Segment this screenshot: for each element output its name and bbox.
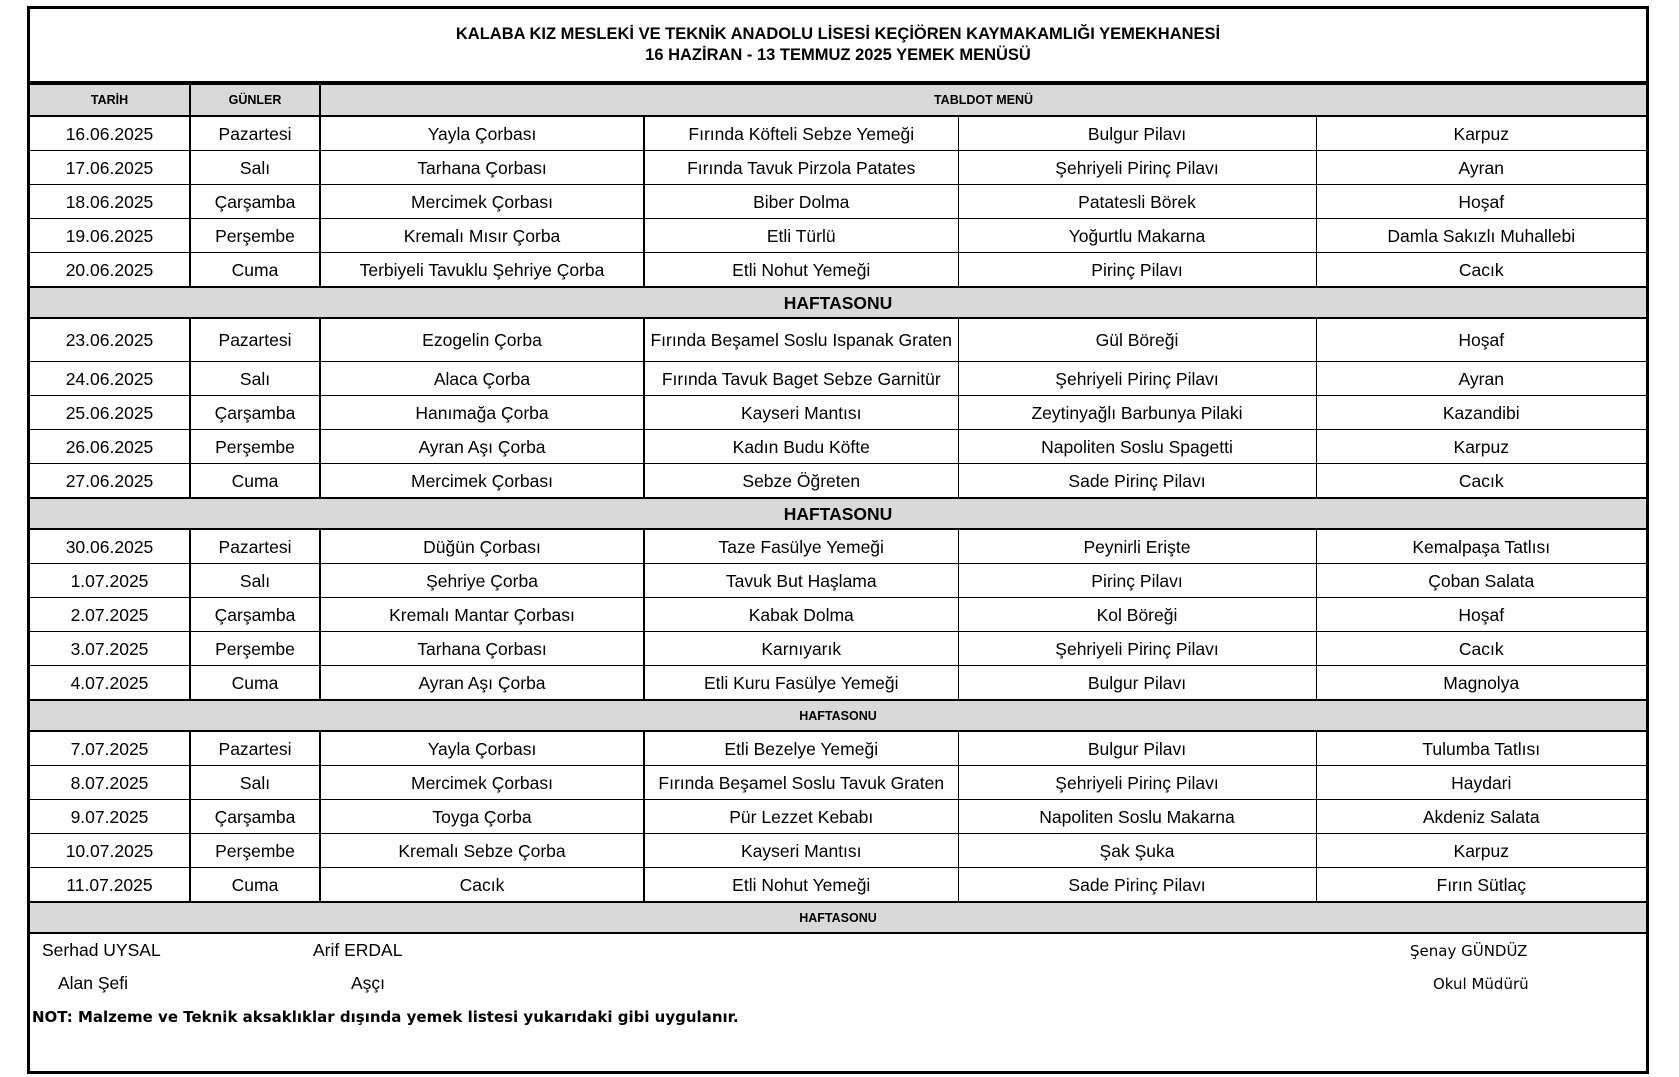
- soup-cell: Yayla Çorbası: [320, 731, 644, 766]
- extra-cell: Haydari: [1316, 766, 1646, 800]
- soup-cell: Ayran Aşı Çorba: [320, 430, 644, 464]
- table-row: [30, 800, 1646, 834]
- table-row: [30, 219, 1646, 253]
- day-cell: Pazartesi: [190, 731, 320, 766]
- table-row: [30, 632, 1646, 666]
- date-cell: 11.07.2025: [30, 868, 190, 903]
- weekend-label: HAFTASONU: [30, 287, 1646, 318]
- extra-cell: Karpuz: [1316, 430, 1646, 464]
- main-dish-cell: Kadın Budu Köfte: [644, 430, 958, 464]
- side-dish-cell: Sade Pirinç Pilavı: [958, 868, 1316, 903]
- day-cell: Pazartesi: [190, 116, 320, 151]
- extra-cell: Ayran: [1316, 151, 1646, 185]
- main-dish-cell: Fırında Beşamel Soslu Tavuk Graten: [644, 766, 958, 800]
- day-cell: Salı: [190, 362, 320, 396]
- chef-title: Alan Şefi: [58, 973, 129, 993]
- weekend-row: [30, 700, 1646, 731]
- side-dish-cell: Şehriyeli Pirinç Pilavı: [958, 632, 1316, 666]
- side-dish-cell: Peynirli Erişte: [958, 529, 1316, 564]
- main-dish-cell: Kabak Dolma: [644, 598, 958, 632]
- side-dish-cell: Zeytinyağlı Barbunya Pilaki: [958, 396, 1316, 430]
- day-cell: Cuma: [190, 666, 320, 701]
- date-cell: 4.07.2025: [30, 666, 190, 701]
- weekend-row: [30, 498, 1646, 529]
- soup-cell: Cacık: [320, 868, 644, 903]
- header-menu: TABLDOT MENÜ: [320, 85, 1646, 117]
- soup-cell: Mercimek Çorbası: [320, 464, 644, 499]
- side-dish-cell: Şak Şuka: [958, 834, 1316, 868]
- date-cell: 3.07.2025: [30, 632, 190, 666]
- soup-cell: Alaca Çorba: [320, 362, 644, 396]
- extra-cell: Cacık: [1316, 464, 1646, 499]
- soup-cell: Yayla Çorbası: [320, 116, 644, 151]
- menu-period-title: 16 HAZİRAN - 13 TEMMUZ 2025 YEMEK MENÜSÜ: [645, 46, 1031, 64]
- day-cell: Perşembe: [190, 834, 320, 868]
- weekend-label: HAFTASONU: [30, 700, 1646, 731]
- main-dish-cell: Sebze Öğreten: [644, 464, 958, 499]
- extra-cell: Tulumba Tatlısı: [1316, 731, 1646, 766]
- extra-cell: Hoşaf: [1316, 598, 1646, 632]
- table-row: [30, 318, 1646, 362]
- side-dish-cell: Şehriyeli Pirinç Pilavı: [958, 362, 1316, 396]
- chef-name: Serhad UYSAL: [42, 940, 161, 960]
- date-cell: 25.06.2025: [30, 396, 190, 430]
- table-row: [30, 430, 1646, 464]
- main-dish-cell: Fırında Beşamel Soslu Ispanak Graten: [644, 318, 958, 362]
- soup-cell: Düğün Çorbası: [320, 529, 644, 564]
- extra-cell: Ayran: [1316, 362, 1646, 396]
- side-dish-cell: Napoliten Soslu Spagetti: [958, 430, 1316, 464]
- date-cell: 26.06.2025: [30, 430, 190, 464]
- date-cell: 27.06.2025: [30, 464, 190, 499]
- header-row: [30, 85, 1646, 117]
- main-dish-cell: Fırında Köfteli Sebze Yemeği: [644, 116, 958, 151]
- side-dish-cell: Bulgur Pilavı: [958, 731, 1316, 766]
- table-row: [30, 766, 1646, 800]
- cook-name: Arif ERDAL: [313, 940, 403, 960]
- side-dish-cell: Şehriyeli Pirinç Pilavı: [958, 151, 1316, 185]
- day-cell: Çarşamba: [190, 598, 320, 632]
- footer: [30, 934, 1646, 1028]
- date-cell: 16.06.2025: [30, 116, 190, 151]
- side-dish-cell: Pirinç Pilavı: [958, 564, 1316, 598]
- day-cell: Çarşamba: [190, 396, 320, 430]
- soup-cell: Terbiyeli Tavuklu Şehriye Çorba: [320, 253, 644, 288]
- table-row: [30, 564, 1646, 598]
- day-cell: Çarşamba: [190, 800, 320, 834]
- date-cell: 20.06.2025: [30, 253, 190, 288]
- soup-cell: Kremalı Sebze Çorba: [320, 834, 644, 868]
- main-dish-cell: Etli Türlü: [644, 219, 958, 253]
- principal-name: Şenay GÜNDÜZ: [1410, 942, 1528, 960]
- day-cell: Pazartesi: [190, 318, 320, 362]
- cook-title: Aşçı: [351, 973, 386, 993]
- soup-cell: Kremalı Mantar Çorbası: [320, 598, 644, 632]
- date-cell: 9.07.2025: [30, 800, 190, 834]
- date-cell: 2.07.2025: [30, 598, 190, 632]
- footer-note: NOT: Malzeme ve Teknik aksaklıklar dışında yemek listesi yukarıdaki gibi uygulanır.: [32, 1008, 739, 1026]
- day-cell: Perşembe: [190, 430, 320, 464]
- day-cell: Çarşamba: [190, 185, 320, 219]
- table-row: [30, 731, 1646, 766]
- table-row: [30, 151, 1646, 185]
- main-dish-cell: Kayseri Mantısı: [644, 396, 958, 430]
- main-dish-cell: Kayseri Mantısı: [644, 834, 958, 868]
- side-dish-cell: Şehriyeli Pirinç Pilavı: [958, 766, 1316, 800]
- extra-cell: Karpuz: [1316, 116, 1646, 151]
- day-cell: Salı: [190, 151, 320, 185]
- side-dish-cell: Bulgur Pilavı: [958, 666, 1316, 701]
- table-row: [30, 834, 1646, 868]
- date-cell: 17.06.2025: [30, 151, 190, 185]
- extra-cell: Cacık: [1316, 632, 1646, 666]
- side-dish-cell: Sade Pirinç Pilavı: [958, 464, 1316, 499]
- soup-cell: Şehriye Çorba: [320, 564, 644, 598]
- main-dish-cell: Biber Dolma: [644, 185, 958, 219]
- day-cell: Cuma: [190, 253, 320, 288]
- menu-table: [30, 84, 1646, 934]
- soup-cell: Hanımağa Çorba: [320, 396, 644, 430]
- extra-cell: Hoşaf: [1316, 318, 1646, 362]
- side-dish-cell: Kol Böreği: [958, 598, 1316, 632]
- table-row: [30, 396, 1646, 430]
- soup-cell: Mercimek Çorbası: [320, 766, 644, 800]
- extra-cell: Akdeniz Salata: [1316, 800, 1646, 834]
- day-cell: Salı: [190, 564, 320, 598]
- day-cell: Salı: [190, 766, 320, 800]
- side-dish-cell: Gül Böreği: [958, 318, 1316, 362]
- main-dish-cell: Pür Lezzet Kebabı: [644, 800, 958, 834]
- day-cell: Pazartesi: [190, 529, 320, 564]
- day-cell: Cuma: [190, 464, 320, 499]
- table-row: [30, 464, 1646, 499]
- table-row: [30, 529, 1646, 564]
- table-row: [30, 868, 1646, 903]
- main-dish-cell: Etli Nohut Yemeği: [644, 868, 958, 903]
- date-cell: 24.06.2025: [30, 362, 190, 396]
- soup-cell: Ezogelin Çorba: [320, 318, 644, 362]
- day-cell: Perşembe: [190, 632, 320, 666]
- school-title: KALABA KIZ MESLEKİ VE TEKNİK ANADOLU LİSESİ KEÇİÖREN KAYMAKAMLIĞI YEMEKHANESİ: [455, 25, 1221, 43]
- principal-title: Okul Müdürü: [1433, 975, 1529, 993]
- title-block: [30, 9, 1646, 84]
- main-dish-cell: Etli Nohut Yemeği: [644, 253, 958, 288]
- table-row: [30, 362, 1646, 396]
- extra-cell: Kazandibi: [1316, 396, 1646, 430]
- side-dish-cell: Patatesli Börek: [958, 185, 1316, 219]
- soup-cell: Ayran Aşı Çorba: [320, 666, 644, 701]
- weekend-row: [30, 902, 1646, 933]
- date-cell: 18.06.2025: [30, 185, 190, 219]
- main-dish-cell: Tavuk But Haşlama: [644, 564, 958, 598]
- weekend-row: [30, 287, 1646, 318]
- weekend-label: HAFTASONU: [30, 902, 1646, 933]
- day-cell: Cuma: [190, 868, 320, 903]
- date-cell: 1.07.2025: [30, 564, 190, 598]
- main-dish-cell: Fırında Tavuk Baget Sebze Garnitür: [644, 362, 958, 396]
- table-row: [30, 185, 1646, 219]
- table-row: [30, 253, 1646, 288]
- soup-cell: Mercimek Çorbası: [320, 185, 644, 219]
- table-row: [30, 598, 1646, 632]
- menu-sheet: [27, 6, 1649, 1074]
- header-day: GÜNLER: [190, 85, 320, 117]
- extra-cell: Fırın Sütlaç: [1316, 868, 1646, 903]
- soup-cell: Kremalı Mısır Çorba: [320, 219, 644, 253]
- main-dish-cell: Fırında Tavuk Pirzola Patates: [644, 151, 958, 185]
- side-dish-cell: Napoliten Soslu Makarna: [958, 800, 1316, 834]
- main-dish-cell: Karnıyarık: [644, 632, 958, 666]
- weekend-label: HAFTASONU: [30, 498, 1646, 529]
- soup-cell: Tarhana Çorbası: [320, 151, 644, 185]
- date-cell: 7.07.2025: [30, 731, 190, 766]
- main-dish-cell: Etli Kuru Fasülye Yemeği: [644, 666, 958, 701]
- date-cell: 23.06.2025: [30, 318, 190, 362]
- extra-cell: Kemalpaşa Tatlısı: [1316, 529, 1646, 564]
- soup-cell: Tarhana Çorbası: [320, 632, 644, 666]
- soup-cell: Toyga Çorba: [320, 800, 644, 834]
- date-cell: 30.06.2025: [30, 529, 190, 564]
- table-row: [30, 116, 1646, 151]
- extra-cell: Cacık: [1316, 253, 1646, 288]
- date-cell: 8.07.2025: [30, 766, 190, 800]
- date-cell: 19.06.2025: [30, 219, 190, 253]
- side-dish-cell: Bulgur Pilavı: [958, 116, 1316, 151]
- main-dish-cell: Etli Bezelye Yemeği: [644, 731, 958, 766]
- date-cell: 10.07.2025: [30, 834, 190, 868]
- day-cell: Perşembe: [190, 219, 320, 253]
- extra-cell: Magnolya: [1316, 666, 1646, 701]
- extra-cell: Karpuz: [1316, 834, 1646, 868]
- side-dish-cell: Pirinç Pilavı: [958, 253, 1316, 288]
- header-date: TARİH: [30, 85, 190, 117]
- table-row: [30, 666, 1646, 701]
- side-dish-cell: Yoğurtlu Makarna: [958, 219, 1316, 253]
- main-dish-cell: Taze Fasülye Yemeği: [644, 529, 958, 564]
- extra-cell: Damla Sakızlı Muhallebi: [1316, 219, 1646, 253]
- extra-cell: Hoşaf: [1316, 185, 1646, 219]
- extra-cell: Çoban Salata: [1316, 564, 1646, 598]
